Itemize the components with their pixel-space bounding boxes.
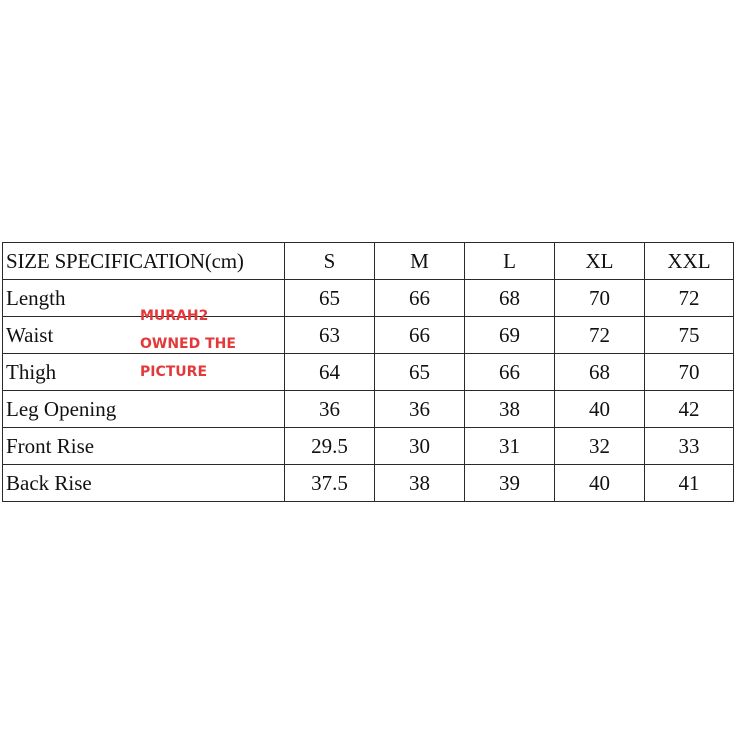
table-row-back-rise (3, 465, 734, 502)
table-cell: 72 (555, 317, 645, 354)
row-label: Back Rise (3, 465, 285, 502)
table-cell: 68 (555, 354, 645, 391)
table-row-thigh (3, 354, 734, 391)
table-cell: 66 (375, 280, 465, 317)
table-cell: 32 (555, 428, 645, 465)
row-label: Thigh (3, 354, 285, 391)
watermark-line: PICTURE (140, 364, 208, 380)
row-label: Length (3, 280, 285, 317)
table-cell: 65 (285, 280, 375, 317)
table-cell: 30 (375, 428, 465, 465)
table-cell: 39 (465, 465, 555, 502)
table-cell: 75 (645, 317, 734, 354)
table-cell: 36 (285, 391, 375, 428)
table-row-leg-opening (3, 391, 734, 428)
table-row-length (3, 280, 734, 317)
table-row-waist (3, 317, 734, 354)
table-header-row (3, 243, 734, 280)
size-header-xl: XL (555, 243, 645, 280)
table-cell: 31 (465, 428, 555, 465)
table-cell: 37.5 (285, 465, 375, 502)
row-label: Leg Opening (3, 391, 285, 428)
table-cell: 65 (375, 354, 465, 391)
table-cell: 68 (465, 280, 555, 317)
table-cell: 40 (555, 465, 645, 502)
watermark-line: OWNED THE (140, 336, 236, 352)
watermark-line: MURAH2 (140, 308, 209, 324)
table-cell: 29.5 (285, 428, 375, 465)
size-specification-table (2, 242, 734, 502)
header-label: SIZE SPECIFICATION(cm) (3, 243, 285, 280)
table-cell: 38 (375, 465, 465, 502)
table-cell: 72 (645, 280, 734, 317)
table-cell: 66 (375, 317, 465, 354)
row-label: Front Rise (3, 428, 285, 465)
table-cell: 42 (645, 391, 734, 428)
table-cell: 38 (465, 391, 555, 428)
size-header-xxl: XXL (645, 243, 734, 280)
size-header-l: L (465, 243, 555, 280)
table-cell: 33 (645, 428, 734, 465)
table-cell: 69 (465, 317, 555, 354)
size-header-s: S (285, 243, 375, 280)
size-header-m: M (375, 243, 465, 280)
table-row-front-rise (3, 428, 734, 465)
row-label: Waist (3, 317, 285, 354)
table-cell: 36 (375, 391, 465, 428)
table-cell: 40 (555, 391, 645, 428)
table-cell: 70 (645, 354, 734, 391)
table-cell: 64 (285, 354, 375, 391)
table-cell: 41 (645, 465, 734, 502)
table-cell: 63 (285, 317, 375, 354)
table-cell: 66 (465, 354, 555, 391)
table-cell: 70 (555, 280, 645, 317)
